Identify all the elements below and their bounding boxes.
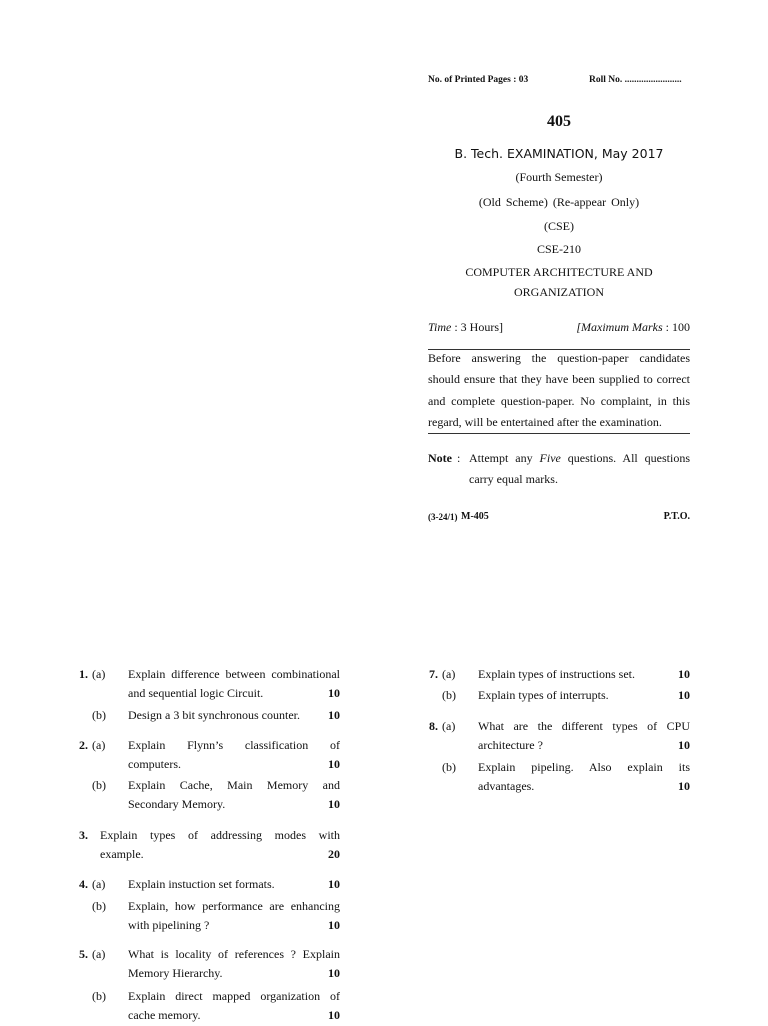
roll-number: Roll No. ........................	[589, 75, 682, 85]
sub-label: (b)	[442, 760, 456, 774]
marks: 10	[328, 797, 340, 811]
question-number: 4.	[79, 877, 88, 891]
question-text: Explain difference between combinational	[128, 667, 340, 681]
question-text: Explain Flynn’s classification of	[128, 738, 340, 752]
note-emphasis: Five	[539, 451, 561, 465]
question-text: Explain, how performance are enhancing	[128, 899, 340, 913]
time-value: : 3 Hours]	[454, 320, 504, 334]
marks: 10	[328, 966, 340, 980]
sub-label: (a)	[442, 719, 456, 733]
marks: 10	[328, 877, 340, 891]
question-text: Explain Cache, Main Memory and	[128, 778, 340, 792]
question-text: with pipelining ?	[128, 918, 210, 932]
sub-label: (b)	[92, 778, 106, 792]
question-8	[420, 717, 690, 797]
marks: 10	[328, 1008, 340, 1022]
sub-label: (a)	[92, 738, 106, 752]
question-text: architecture ?	[478, 738, 543, 752]
question-7	[420, 665, 690, 707]
sub-label: (b)	[442, 688, 456, 702]
time-label: Time	[428, 320, 452, 334]
question-text: example.	[100, 847, 144, 861]
marks: 10	[678, 667, 690, 681]
printed-pages: No. of Printed Pages : 03	[428, 75, 529, 85]
branch: (CSE)	[544, 219, 574, 233]
question-text: Explain instuction set formats.	[128, 877, 275, 891]
question-text: Explain direct mapped organization of	[128, 989, 340, 1003]
scheme: (Old Scheme) (Re-appear Only)	[478, 195, 640, 209]
note-colon: :	[457, 451, 461, 465]
instruction-line: Before answering the question-paper candidates	[428, 351, 690, 365]
marks: 10	[328, 757, 340, 771]
candidate-instructions	[428, 348, 690, 433]
sub-label: (a)	[92, 947, 106, 961]
question-number: 3.	[79, 828, 88, 842]
max-marks-value: : 100	[665, 320, 690, 334]
maximum-marks	[576, 320, 690, 335]
instruction-line: should ensure that they have been supplied to correct	[428, 372, 690, 387]
exam-title: B. Tech. EXAMINATION, May 2017	[454, 146, 664, 161]
question-text: Explain types of interrupts.	[478, 688, 609, 702]
semester: (Fourth Semester)	[515, 170, 603, 184]
question-text: Explain types of instructions set.	[478, 667, 635, 681]
sub-label: (b)	[92, 708, 106, 722]
marks: 10	[678, 738, 690, 752]
note-label: Note	[428, 451, 452, 465]
question-2	[70, 736, 340, 816]
question-text: What is locality of references ? Explain	[128, 947, 340, 961]
question-number: 2.	[79, 738, 88, 752]
note-line2: carry equal marks.	[469, 472, 558, 486]
question-text: Memory Hierarchy.	[128, 966, 223, 980]
marks: 10	[328, 686, 340, 700]
question-1	[70, 665, 340, 725]
note	[428, 448, 690, 492]
marks: 10	[678, 779, 690, 793]
note-text-end: questions. All questions	[567, 451, 691, 465]
sub-label: (a)	[92, 877, 106, 891]
marks: 10	[328, 708, 340, 722]
question-text: Design a 3 bit synchronous counter.	[128, 708, 300, 722]
marks: 10	[328, 918, 340, 932]
course-code: CSE-210	[536, 242, 581, 256]
sub-label: (b)	[92, 989, 106, 1003]
marks: 20	[328, 847, 340, 861]
question-text: and sequential logic Circuit.	[128, 686, 264, 700]
time-allowed	[428, 320, 503, 335]
question-number: 7.	[429, 667, 438, 681]
sub-label: (b)	[92, 899, 106, 913]
subject-title-line1: COMPUTER ARCHITECTURE AND	[465, 265, 653, 279]
footer-pto: P.T.O.	[663, 511, 690, 522]
question-text: cache memory.	[128, 1008, 201, 1022]
question-text: advantages.	[478, 779, 535, 793]
question-number: 8.	[429, 719, 438, 733]
question-text: computers.	[128, 757, 181, 771]
question-text: Explain pipeling. Also explain its	[478, 760, 690, 774]
question-3	[70, 826, 340, 866]
subject-title-line2: ORGANIZATION	[514, 285, 604, 299]
question-4	[70, 875, 340, 937]
question-number: 1.	[79, 667, 88, 681]
question-number: 5.	[79, 947, 88, 961]
question-5	[70, 945, 340, 1023]
marks: 10	[678, 688, 690, 702]
question-text: Explain types of addressing modes with	[100, 828, 340, 842]
max-marks-label: [Maximum Marks	[576, 320, 663, 334]
question-text: Secondary Memory.	[128, 797, 226, 811]
instruction-line: regard, will be entertained after the examination.	[428, 414, 662, 429]
note-text-start: Attempt any	[469, 451, 533, 465]
sub-label: (a)	[92, 667, 106, 681]
bottom-divider	[428, 433, 690, 434]
question-text: What are the different types of CPU	[478, 719, 690, 733]
footer-code: (3-24/1)	[428, 512, 458, 522]
footer-paper: M-405	[461, 511, 489, 522]
paper-code: 405	[547, 113, 571, 130]
sub-label: (a)	[442, 667, 456, 681]
instruction-line: and complete question-paper. No complaint, in this	[428, 393, 690, 408]
note-text	[469, 448, 690, 469]
